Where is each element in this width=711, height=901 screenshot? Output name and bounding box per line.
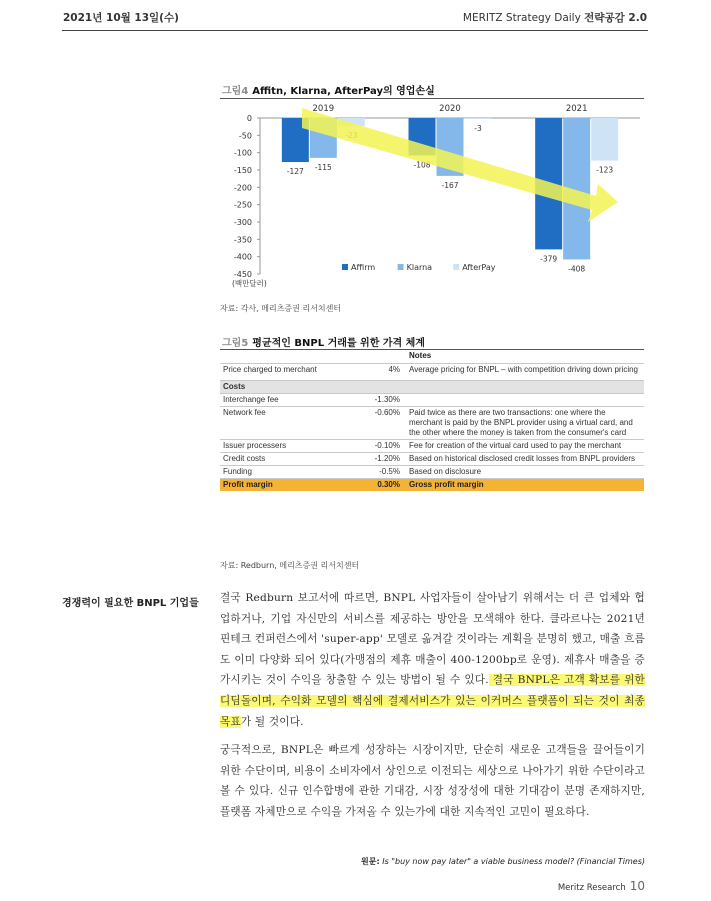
notes-header: Notes bbox=[409, 351, 432, 360]
y-tick-label: -400 bbox=[233, 252, 252, 262]
row-label: Network fee bbox=[220, 407, 356, 440]
row-value: -0.10% bbox=[356, 440, 406, 453]
data-label: -127 bbox=[286, 167, 304, 177]
paragraph-1-end: 가 될 것이다. bbox=[240, 715, 304, 728]
legend-swatch bbox=[342, 264, 348, 270]
row-value: -1.20% bbox=[356, 453, 406, 466]
figure4-number: 그림4 bbox=[222, 86, 249, 97]
y-tick-label: -350 bbox=[233, 235, 252, 245]
bnpl-pricing-table bbox=[220, 350, 644, 491]
y-axis-unit: (백만달러) bbox=[232, 279, 267, 288]
profit-note: Gross profit margin bbox=[406, 479, 644, 492]
y-tick-label: -250 bbox=[233, 200, 252, 210]
row-label: Interchange fee bbox=[220, 394, 356, 407]
price-label: Price charged to merchant bbox=[220, 364, 356, 377]
footer-brand: Meritz Research bbox=[557, 883, 626, 893]
legend-label: Klarna bbox=[406, 263, 433, 272]
data-label: -108 bbox=[413, 160, 431, 170]
figure4-source: 자료: 각사, 메리츠증권 리서치센터 bbox=[220, 304, 342, 313]
category-label: 2019 bbox=[312, 104, 335, 114]
page-number: 10 bbox=[629, 879, 645, 893]
y-tick-label: -150 bbox=[233, 166, 252, 175]
row-note: Paid twice as there are two transactions: one where the merchant is paid by the BNPL provider using a virtual card, and the other where the money is taken from the consumer's card bbox=[406, 407, 644, 440]
legend-swatch bbox=[398, 264, 404, 270]
figure5-source: 자료: Redburn, 메리츠증권 리서치센터 bbox=[220, 561, 360, 570]
figure5-number: 그림5 bbox=[222, 338, 249, 349]
category-label: 2021 bbox=[565, 104, 588, 114]
operating-loss-chart bbox=[220, 100, 644, 298]
table-row bbox=[220, 394, 644, 407]
figure4-title-text: Affitn, Klarna, AfterPay의 영업손실 bbox=[252, 86, 435, 97]
price-value: 4% bbox=[356, 364, 406, 377]
y-tick-label: 0 bbox=[246, 114, 252, 123]
data-label: -3 bbox=[474, 124, 482, 134]
bar-afterpay bbox=[591, 118, 618, 161]
data-label: -379 bbox=[540, 254, 558, 264]
legend-label: AfterPay bbox=[462, 263, 496, 272]
category-label: 2020 bbox=[439, 104, 461, 114]
row-label: Credit costs bbox=[220, 453, 356, 466]
y-tick-label: -300 bbox=[233, 218, 252, 227]
price-note: Average pricing for BNPL – with competition driving down pricing bbox=[406, 364, 644, 377]
bar-afterpay bbox=[465, 118, 492, 119]
report-date: 2021년 10월 13일(수) bbox=[63, 12, 179, 24]
table-row-costs bbox=[220, 381, 644, 394]
table-row bbox=[220, 453, 644, 466]
row-label: Issuer processers bbox=[220, 440, 356, 453]
data-label: -123 bbox=[596, 165, 614, 175]
data-label: -167 bbox=[441, 180, 459, 190]
table-row bbox=[220, 407, 644, 440]
table-header-row bbox=[220, 350, 644, 364]
y-tick-label: -450 bbox=[233, 270, 252, 279]
original-text: Is "buy now pay later" a viable business model? (Financial Times) bbox=[382, 857, 645, 866]
figure5-title bbox=[222, 334, 425, 349]
row-note: Fee for creation of the virtual card used to pay the merchant bbox=[406, 440, 644, 453]
row-value: -0.5% bbox=[356, 466, 406, 479]
table-row bbox=[220, 440, 644, 453]
figure4-title bbox=[222, 82, 435, 97]
legend-label: Affirm bbox=[351, 263, 376, 272]
report-series-bold: 전략공감 2.0 bbox=[584, 12, 647, 24]
body-paragraph-1 bbox=[220, 588, 645, 732]
y-tick-label: -50 bbox=[238, 131, 252, 141]
report-name bbox=[463, 10, 647, 25]
row-note: Based on historical disclosed credit losses from BNPL providers bbox=[406, 453, 644, 466]
row-value: -1.30% bbox=[356, 394, 406, 407]
profit-label: Profit margin bbox=[220, 479, 356, 492]
table-row bbox=[220, 466, 644, 479]
legend-swatch bbox=[453, 264, 459, 270]
highlighted-sentence: 결국 BNPL은 고객 확보를 위한 디딤돌이며, 수익화 모델의 핵심에 결제서비스가 있는 이커머스 플랫폼이 되는 것이 최종 목표 bbox=[220, 674, 645, 728]
figure5-title-text: 평균적인 BNPL 거래를 위한 가격 체계 bbox=[252, 338, 425, 349]
figure4-rule bbox=[220, 98, 644, 99]
row-note: Based on disclosure bbox=[406, 466, 644, 479]
header-rule bbox=[62, 30, 648, 31]
table-row-price bbox=[220, 364, 644, 377]
original-source bbox=[361, 856, 645, 867]
table-row-profit-margin bbox=[220, 479, 644, 492]
section-side-title: 경쟁력이 필요한 BNPL 기업들 bbox=[62, 598, 199, 609]
data-label: -115 bbox=[314, 162, 332, 172]
data-label: -408 bbox=[568, 264, 586, 274]
page-footer bbox=[558, 879, 645, 893]
profit-value: 0.30% bbox=[356, 479, 406, 492]
y-tick-label: -200 bbox=[233, 183, 252, 193]
row-label: Funding bbox=[220, 466, 356, 479]
original-label: 원문: bbox=[361, 857, 380, 866]
row-value: -0.60% bbox=[356, 407, 406, 440]
body-paragraph-2: 궁극적으로, BNPL은 빠르게 성장하는 시장이지만, 단순히 새로운 고객들을 끌어들이기 위한 수단이며, 비용이 소비자에서 상인으로 이전되는 세상으로 나아가기 위한 수단이라고 볼 수 있다. 신규 인수합병에 관한 기대감, 시장 성장성에 대한 기대감이 분명 존재하지만, 플랫폼 자체만으로 수익을 가져올 수 있는가에 대한 지속적인 고민이 필요하다. bbox=[220, 744, 645, 818]
report-series: MERITZ Strategy Daily bbox=[462, 12, 581, 24]
row-note bbox=[406, 394, 644, 407]
paragraph-1-text: 결국 Redburn 보고서에 따르면, BNPL 사업자들이 살아남기 위해서는 더 큰 업체와 협업하거나, 기업 자신만의 서비스를 제공하는 방안을 모색해야 한다. 클라르나는 2021년 핀테크 컨퍼런스에서 'super-app' 모델로 옮겨갈 것이라는 계획을 분명히 했고, 매출 흐름도 이미 다양화 되어 있다(가맹점의 제휴 매출이 400-1200bp로 운영). 제휴사 매출을 증가시키는 것이 수익을 창출할 수 있는 방법이 될 수 있다. bbox=[220, 592, 645, 687]
y-tick-label: -100 bbox=[233, 148, 252, 158]
costs-label: Costs bbox=[220, 381, 356, 394]
